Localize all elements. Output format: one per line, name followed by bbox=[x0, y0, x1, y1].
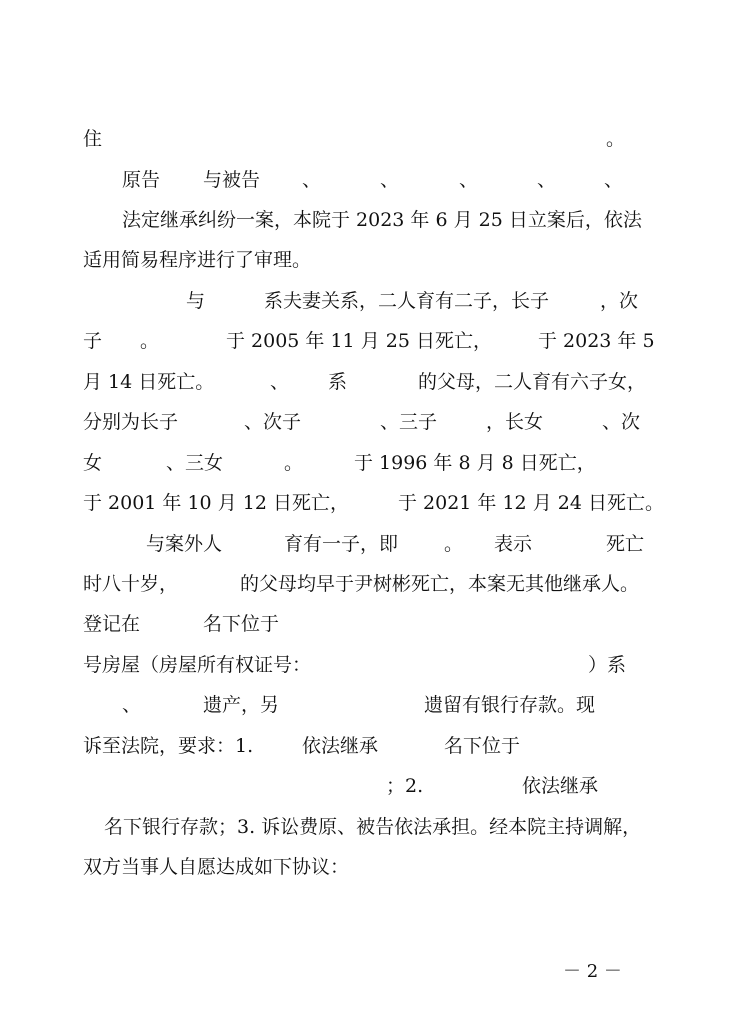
page-number: － 2 － bbox=[563, 961, 622, 982]
text-line: 与 bbox=[186, 290, 206, 312]
text-line: 的父母均早于尹树彬死亡，本案无其他继承人。 bbox=[240, 573, 640, 595]
text-line: ；2. bbox=[386, 775, 424, 797]
text-line: 系 bbox=[328, 371, 348, 393]
text-line: 系夫妻关系，二人育有二子，长子 bbox=[264, 290, 550, 312]
text-line: 表示 bbox=[494, 533, 533, 555]
text-line: 、次 bbox=[602, 411, 641, 433]
text-line: 分别为长子 bbox=[83, 411, 179, 433]
text-line: 名下位于 bbox=[203, 613, 280, 635]
text-line: ，次 bbox=[600, 290, 639, 312]
text-line: 遗产，另 bbox=[203, 694, 280, 716]
text-line: 。 bbox=[140, 330, 160, 352]
text-line: 名下位于 bbox=[444, 735, 521, 757]
text-line: 、 bbox=[537, 169, 557, 191]
text-line: 于 2021 年 12 月 24 日死亡。 bbox=[398, 492, 664, 514]
text-line: 原告 bbox=[122, 169, 161, 191]
text-line: 双方当事人自愿达成如下协议： bbox=[83, 856, 350, 878]
text-line: 与被告 bbox=[203, 169, 261, 191]
text-line: 适用简易程序进行了审理。 bbox=[83, 249, 312, 271]
text-line: 、 bbox=[270, 371, 290, 393]
text-line: 死亡 bbox=[606, 533, 645, 555]
text-line: 依法继承 bbox=[522, 775, 599, 797]
text-line: 。 bbox=[284, 452, 304, 474]
text-line: 与案外人 bbox=[146, 533, 223, 555]
text-line: ，长女 bbox=[486, 411, 544, 433]
text-line: 、三女 bbox=[166, 452, 224, 474]
text-line: 月 14 日死亡。 bbox=[83, 371, 215, 393]
text-line: 子 bbox=[83, 330, 103, 352]
text-line: 时八十岁， bbox=[83, 573, 179, 595]
text-line: 名下银行存款；3. 诉讼费原、被告依法承担。经本院主持调解， bbox=[104, 816, 642, 838]
text-line: 。 bbox=[606, 128, 626, 150]
text-line: 依法继承 bbox=[302, 735, 379, 757]
text-line: 住 bbox=[83, 128, 103, 150]
text-line: 、 bbox=[604, 169, 624, 191]
text-line: 于 1996 年 8 月 8 日死亡， bbox=[354, 452, 596, 474]
text-line: 登记在 bbox=[83, 613, 141, 635]
text-line: 诉至法院，要求：1. bbox=[83, 735, 254, 757]
text-line: 遗留有银行存款。现 bbox=[424, 694, 596, 716]
text-line: 于 2001 年 10 月 12 日死亡， bbox=[83, 492, 349, 514]
text-line: 。 bbox=[444, 533, 464, 555]
text-line: 育有一子，即 bbox=[284, 533, 399, 555]
text-line: 法定继承纠纷一案，本院于 2023 年 6 月 25 日立案后，依法 bbox=[122, 209, 642, 231]
text-line: 于 2023 年 5 bbox=[538, 330, 655, 352]
text-line: 号房屋（房屋所有权证号： bbox=[83, 654, 312, 676]
text-line: 、 bbox=[459, 169, 479, 191]
text-line: 于 2005 年 11 月 25 日死亡， bbox=[226, 330, 492, 352]
text-line: 的父母，二人育有六子女， bbox=[418, 371, 647, 393]
text-line: 女 bbox=[83, 452, 103, 474]
text-line: 、 bbox=[122, 694, 142, 716]
text-line: 、三子 bbox=[380, 411, 438, 433]
text-line: 、次子 bbox=[244, 411, 302, 433]
text-line: ）系 bbox=[588, 654, 627, 676]
text-line: 、 bbox=[380, 169, 400, 191]
text-line: 、 bbox=[302, 169, 322, 191]
